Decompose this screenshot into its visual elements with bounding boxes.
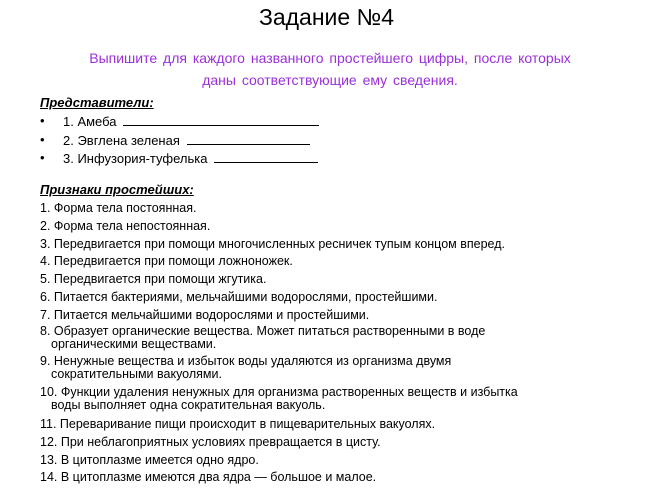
list-item	[40, 355, 620, 381]
answer-blank[interactable]	[123, 112, 319, 126]
list-item-continuation: сократительными вакуолями.	[51, 367, 222, 382]
task-instruction	[40, 47, 620, 91]
list-item: 3. Передвигается при помощи многочисленных ресничек тупым концом вперед.	[40, 236, 505, 251]
answer-blank[interactable]	[214, 149, 318, 163]
features-heading: Признаки простейших:	[40, 182, 194, 197]
list-item-line: 8. Образует органические вещества. Может питаться растворенными в воде	[40, 323, 486, 338]
list-item: 2. Форма тела непостоянная.	[40, 218, 211, 233]
representative-label: 2. Эвглена зеленая	[63, 132, 180, 148]
list-item	[40, 131, 319, 150]
list-item-continuation: воды выполняет одна сократительная вакуоль.	[51, 397, 326, 412]
representatives-list	[40, 112, 319, 168]
list-item-continuation: органическими веществами.	[51, 336, 217, 351]
representatives-heading: Представители:	[40, 95, 154, 110]
bullet: •	[40, 113, 45, 128]
list-item	[40, 325, 620, 351]
list-item: 4. Передвигается при помощи ложноножек.	[40, 254, 293, 269]
bullet: •	[40, 150, 45, 165]
list-item: 1. Форма тела постоянная.	[40, 201, 197, 215]
list-item: 14. В цитоплазме имеются два ядра — большое и малое.	[40, 470, 377, 485]
list-item-line: 9. Ненужные вещества и избыток воды удаляются из организма двумя	[40, 354, 452, 369]
list-item: 7. Питается мельчайшими водорослями и простейшими.	[40, 307, 370, 322]
page-title: Задание №4	[258, 4, 395, 30]
list-item: 13. В цитоплазме имеется одно ядро.	[40, 452, 259, 467]
list-item-line: 10. Функции удаления ненужных для организма растворенных веществ и избытка	[40, 384, 518, 399]
bullet: •	[40, 131, 45, 147]
list-item: 6. Питается бактериями, мельчайшими водорослями, простейшими.	[40, 289, 438, 304]
instruction-line-2: даны соответствующие ему сведения.	[202, 72, 458, 88]
list-item	[40, 149, 319, 168]
features-list	[40, 200, 620, 487]
representative-label: 1. Амеба	[63, 114, 117, 129]
list-item	[40, 386, 620, 412]
list-item: 12. При неблагоприятных условиях превращается в цисту.	[40, 434, 381, 449]
instruction-line-1: Выпишите для каждого названного простейшего цифры, после которых	[89, 50, 571, 66]
list-item	[40, 112, 319, 131]
list-item: 5. Передвигается при помощи жгутика.	[40, 272, 267, 287]
answer-blank[interactable]	[187, 131, 310, 145]
representative-label: 3. Инфузория-туфелька	[63, 151, 208, 166]
list-item: 11. Переваривание пищи происходит в пищеварительных вакуолях.	[40, 417, 436, 432]
